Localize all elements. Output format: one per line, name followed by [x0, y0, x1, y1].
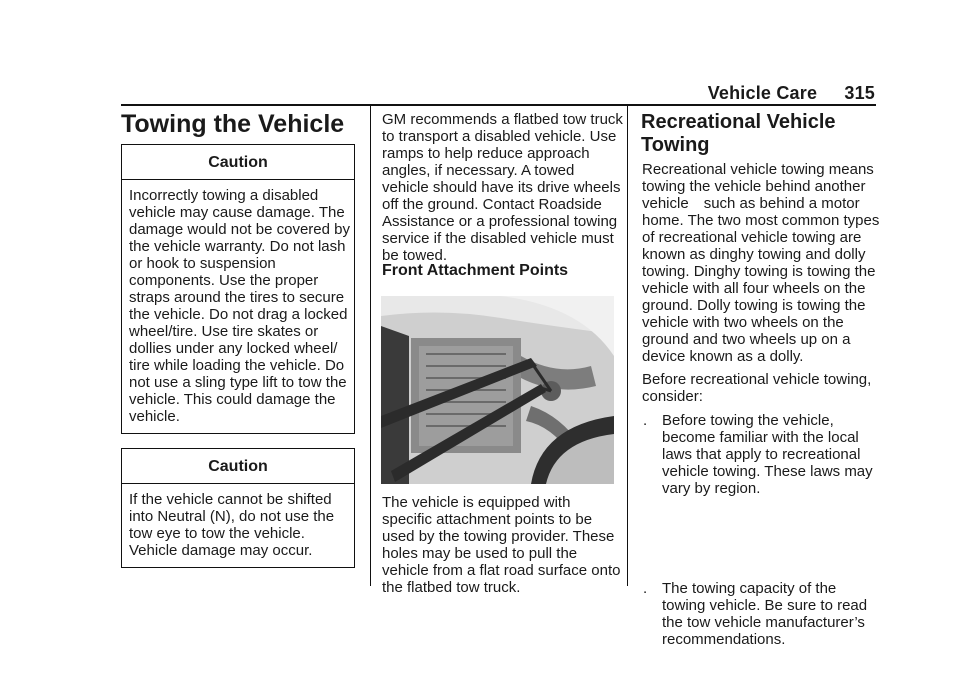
caution-line: the vehicle. Do not drag a locked	[129, 306, 348, 323]
column-divider-2	[627, 104, 628, 586]
attachment-paragraph	[382, 494, 620, 596]
text-line: Before recreational vehicle towing,	[642, 371, 872, 388]
caution-line: wheel/tire. Use tire skates or	[129, 323, 319, 340]
heading-line: Towing	[641, 134, 710, 156]
caution-line: vehicle may cause damage. The	[129, 204, 345, 221]
bullet-item	[642, 412, 960, 497]
caution-box-1	[121, 144, 355, 434]
text-line: towing the vehicle behind another	[642, 178, 866, 195]
caution-body	[122, 484, 354, 567]
text-line: used by the towing provider. These	[382, 528, 615, 545]
text-line: Recreational vehicle towing means	[642, 161, 874, 178]
page-title: Towing the Vehicle	[121, 110, 345, 138]
caution-line: damage would not be covered by	[129, 221, 350, 238]
text-line: vehicle towing. These laws may	[662, 463, 873, 480]
caution-title: Caution	[122, 145, 354, 180]
text-line: ground and two wheels up on a	[642, 331, 851, 348]
text-line: vehicle from a flat road surface onto	[382, 562, 621, 579]
header-rule	[121, 104, 876, 106]
caution-line: vehicle. This could damage the	[129, 391, 336, 408]
text-line: become familiar with the local	[662, 429, 859, 446]
bullet-item	[642, 580, 960, 648]
caution-line: or hook to suspension	[129, 255, 276, 272]
text-line: device known as a dolly.	[642, 348, 804, 365]
text-line: service if the disabled vehicle must	[382, 230, 614, 247]
text-line: towing. Dinghy towing is towing the	[642, 263, 876, 280]
text-line: vehicle such as behind a motor	[642, 195, 860, 212]
text-line: ground. Dolly towing is towing the	[642, 297, 866, 314]
caution-line: straps around the tires to secure	[129, 289, 345, 306]
text-line: towing vehicle. Be sure to read	[662, 597, 868, 614]
caution-title: Caution	[122, 449, 354, 484]
text-line: to transport a disabled vehicle. Use	[382, 128, 617, 145]
text-line: consider:	[642, 388, 703, 405]
text-line: ramps to help reduce approach	[382, 145, 590, 162]
rv-paragraph-2	[642, 371, 871, 405]
text-line: home. The two most common types	[642, 212, 880, 229]
caution-line: If the vehicle cannot be shifted	[129, 491, 332, 508]
section-heading: Front Attachment Points	[382, 262, 569, 279]
text-line: vehicle with two wheels on the	[642, 314, 844, 331]
page-number: 315	[844, 83, 875, 103]
caution-line: Incorrectly towing a disabled	[129, 187, 319, 204]
text-line: be towed.	[382, 247, 448, 264]
text-line: vary by region.	[662, 480, 761, 497]
text-line: off the ground. Contact Roadside	[382, 196, 602, 213]
text-line: Assistance or a professional towing	[382, 213, 618, 230]
bullet-glyph: .	[643, 412, 648, 429]
text-line: GM recommends a flatbed tow truck	[382, 111, 623, 128]
caution-line: components. Use the proper	[129, 272, 319, 289]
text-line: specific attachment points to be	[382, 511, 593, 528]
front-attachment-photo	[381, 296, 614, 484]
text-line: the tow vehicle manufacturer’s	[662, 614, 865, 631]
caution-body	[122, 180, 354, 433]
text-line: The towing capacity of the	[662, 580, 837, 597]
caution-line: not use a sling type lift to tow the	[129, 374, 347, 391]
heading-line: Recreational Vehicle	[641, 111, 836, 133]
bullet-glyph: .	[643, 580, 648, 597]
page-header	[708, 83, 875, 104]
column-divider-1	[370, 104, 371, 586]
caution-line: tow eye to tow the vehicle.	[129, 525, 305, 542]
caution-line: dollies under any locked wheel/	[129, 340, 338, 357]
intro-paragraph	[382, 111, 623, 264]
text-line: Before towing the vehicle,	[662, 412, 834, 429]
section-heading-rv	[641, 111, 836, 157]
text-line: vehicle with all four wheels on the	[642, 280, 866, 297]
caution-line: vehicle.	[129, 408, 180, 425]
text-line: angles, if necessary. A towed	[382, 162, 575, 179]
caution-line: into Neutral (N), do not use the	[129, 508, 335, 525]
rv-paragraph-1	[642, 161, 879, 365]
section-title: Vehicle Care	[707, 83, 818, 103]
caution-line: the vehicle warranty. Do not lash	[129, 238, 346, 255]
text-line: The vehicle is equipped with	[382, 494, 571, 511]
text-line: of recreational vehicle towing are	[642, 229, 862, 246]
text-line: holes may be used to pull the	[382, 545, 578, 562]
caution-line: tire while loading the vehicle. Do	[129, 357, 345, 374]
text-line: the flatbed tow truck.	[382, 579, 521, 596]
caution-box-2	[121, 448, 355, 568]
text-line: known as dinghy towing and dolly	[642, 246, 866, 263]
caution-line: Vehicle damage may occur.	[129, 542, 313, 559]
text-line: recommendations.	[662, 631, 786, 648]
text-line: laws that apply to recreational	[662, 446, 861, 463]
text-line: vehicle should have its drive wheels	[382, 179, 621, 196]
